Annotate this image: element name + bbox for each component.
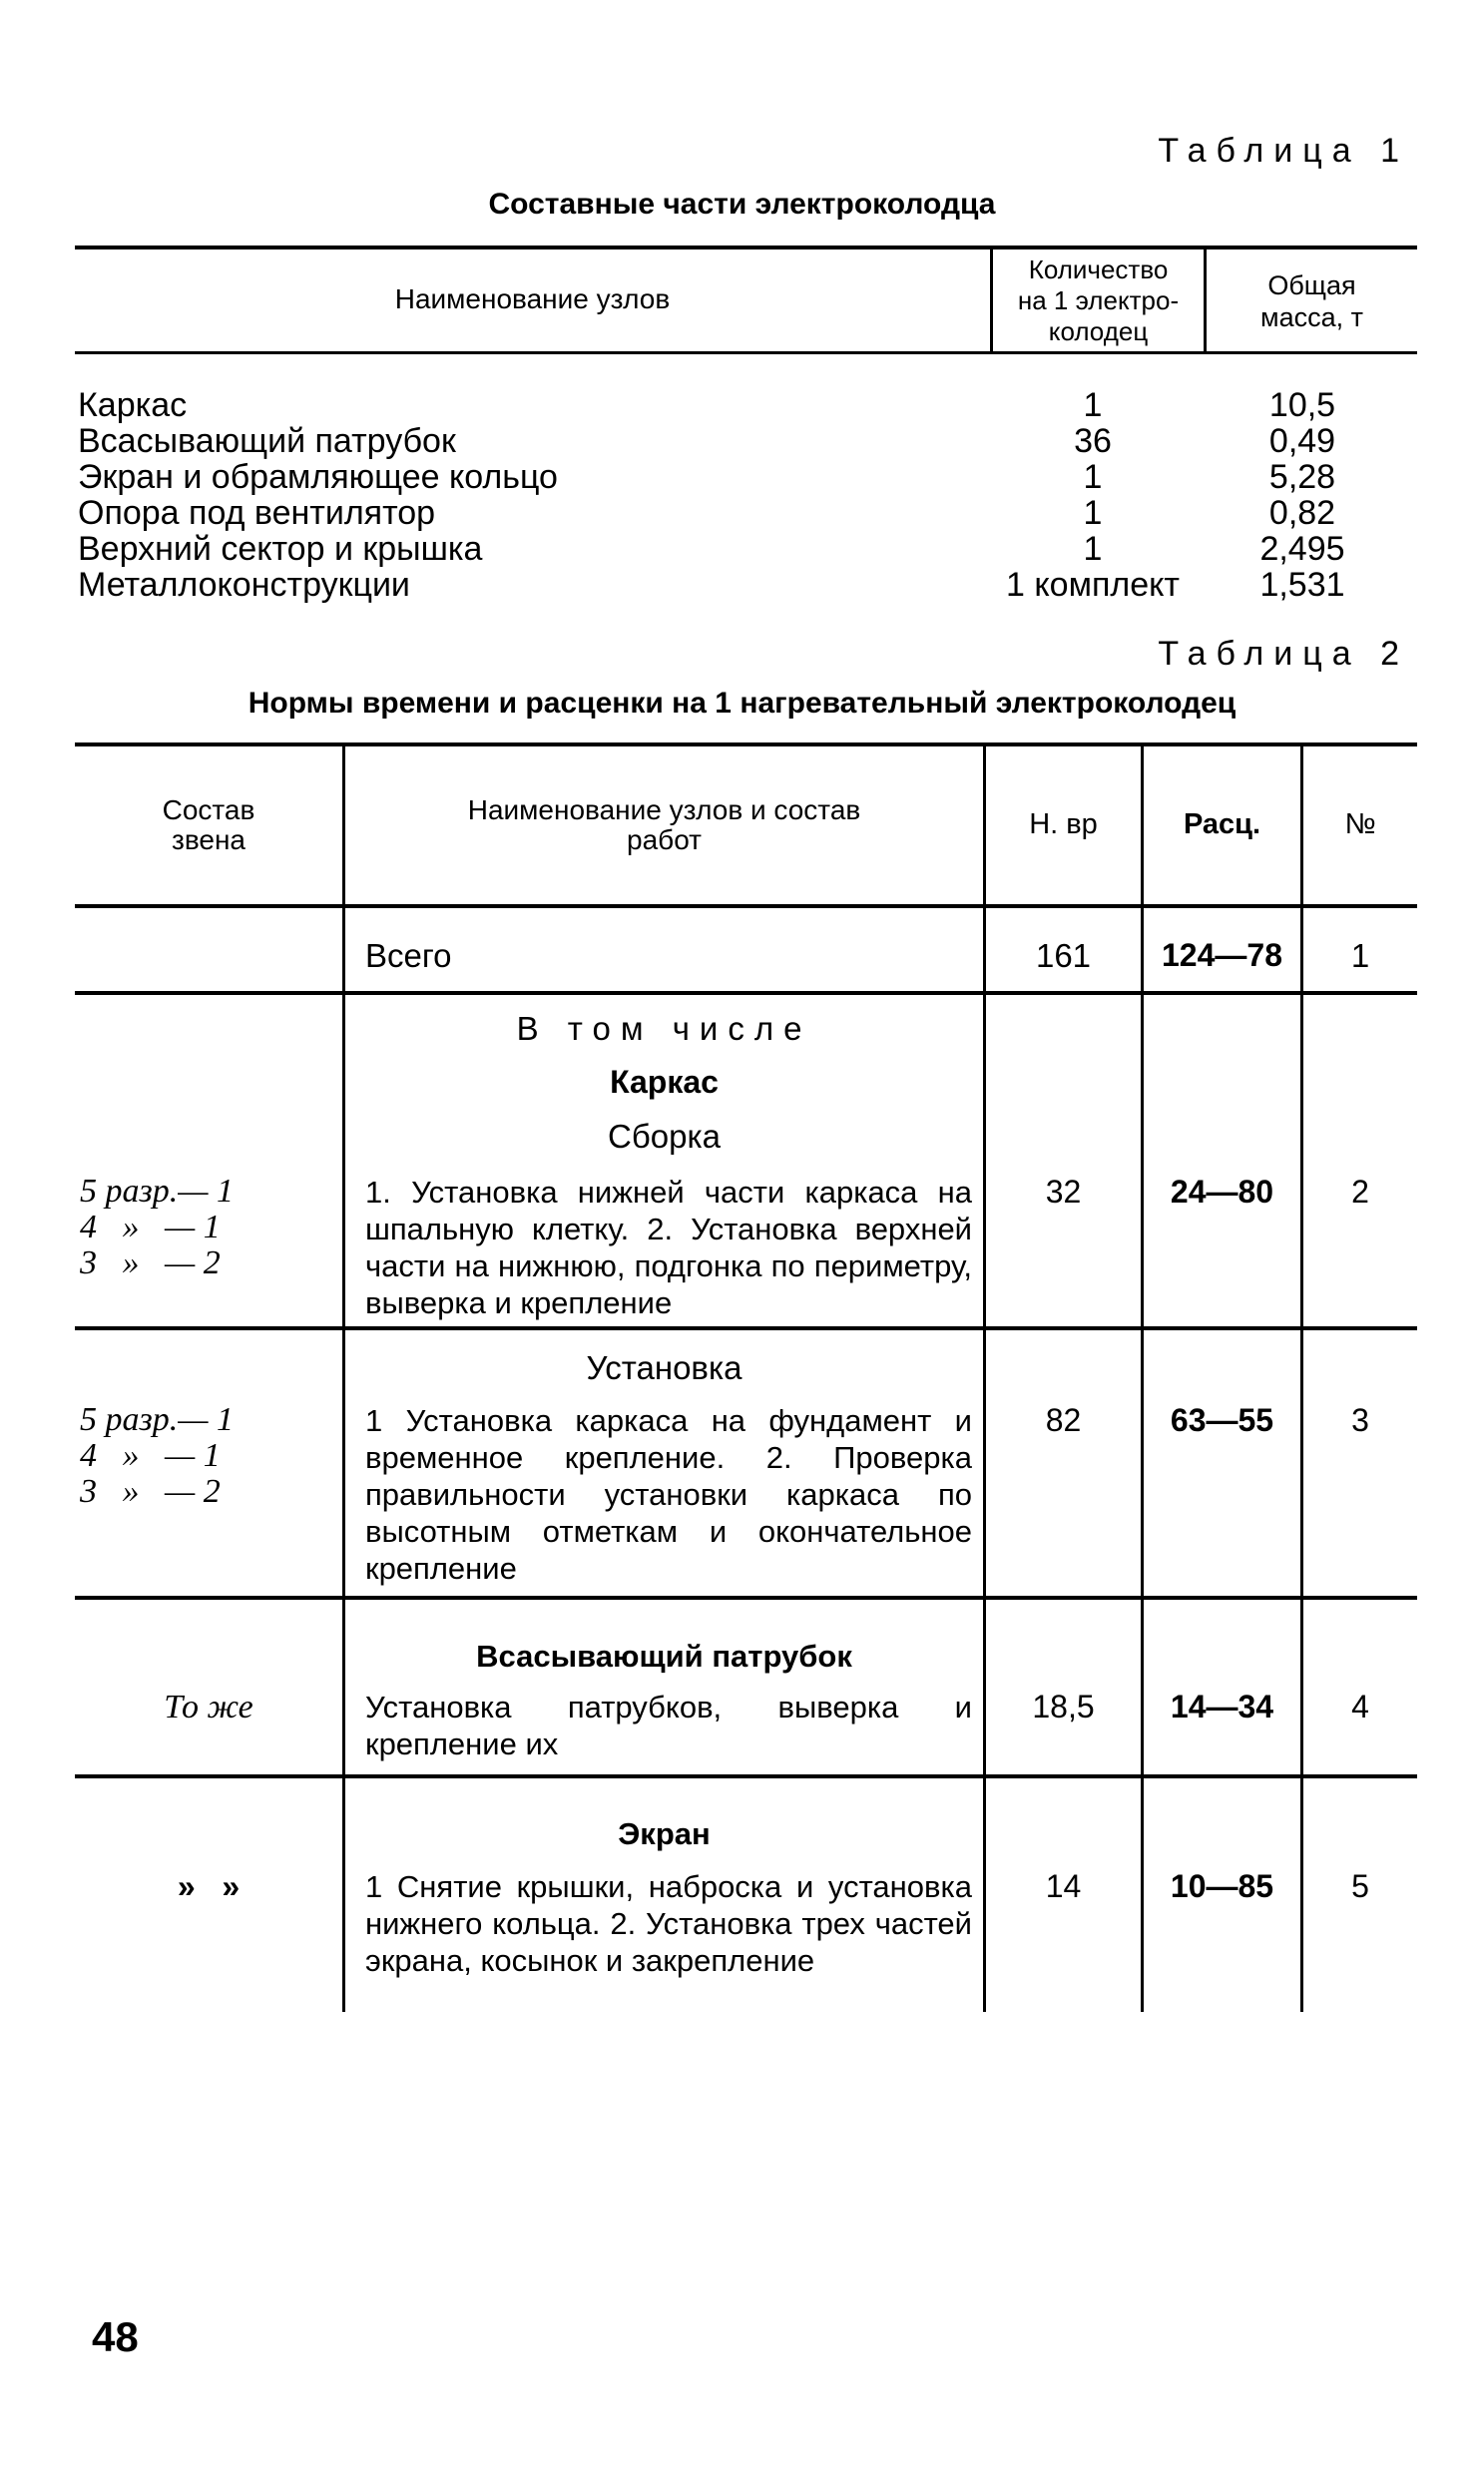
- table1-top-rule: [75, 246, 1417, 249]
- table2-caption: Таблица 2: [1158, 635, 1409, 673]
- table1-caption: Таблица 1: [1158, 132, 1409, 170]
- table2-header-name-line2: работ: [627, 824, 702, 855]
- table1-header-mass-line1: Общая: [1267, 270, 1356, 300]
- table2-row3-text: 1 Установка каркаса на фундамент и временное крепление. 2. Проверка правильности установки каркаса по высотным отметкам и окончательное крепление: [365, 1403, 972, 1586]
- page-number: 48: [92, 2313, 139, 2360]
- table1-row-name: Опора под вентилятор: [78, 494, 436, 532]
- table2-top-rule: [75, 742, 1417, 746]
- table2-header-nvr: Н. вр: [1029, 808, 1098, 840]
- table2-header-no: №: [1344, 808, 1376, 840]
- table2-col-divider-2: [983, 744, 986, 2012]
- table1-header-qty: [993, 254, 1204, 347]
- table2-row5-sostav: » »: [177, 1868, 241, 1904]
- table2-header-name-line1: Наименование узлов и состав: [467, 794, 861, 825]
- table2-row5-rasc: 10—85: [1170, 1868, 1274, 1904]
- table1-row-mass: 1,531: [1259, 566, 1345, 604]
- table1-row-name: Экран и обрамляющее кольцо: [78, 458, 558, 496]
- table2-row5-text: 1 Снятие крышки, наброска и установка нижнего кольца. 2. Установка трех частей экрана, косынок и закрепление: [365, 1869, 972, 1978]
- table2-row4-no: 4: [1351, 1689, 1369, 1725]
- table2-header-sostav-line1: Состав: [162, 794, 255, 825]
- table2-row2-rasc: 24—80: [1170, 1174, 1274, 1210]
- table2-row-rule: [75, 1774, 1417, 1778]
- table2-header-rasc: Расц.: [1183, 808, 1261, 840]
- table2-row2-sostav-line1: 5 разр.— 1: [80, 1173, 234, 1210]
- table1-row-mass: 2,495: [1259, 530, 1345, 568]
- table1-row-mass: 5,28: [1268, 458, 1336, 496]
- table2-col-divider-4: [1300, 744, 1303, 2012]
- table2-row2-text: 1. Установка нижней части каркаса на шпальную клетку. 2. Установка верхней части на нижнюю, подгонка по периметру, выверка и крепление: [365, 1175, 972, 1320]
- table1-header-qty-line1: Количество: [1028, 254, 1169, 284]
- table1-header-name: Наименование узлов: [394, 283, 671, 314]
- table2-row2-nvr: 32: [1045, 1174, 1082, 1210]
- table2-header-rule: [75, 904, 1417, 908]
- table1-header-qty-line2: на 1 электро-: [1017, 285, 1180, 315]
- table1-row-qty: 1 комплект: [1006, 566, 1180, 604]
- table2-row4-rasc: 14—34: [1170, 1689, 1274, 1725]
- table2-row3-sostav-line1: 5 разр.— 1: [80, 1401, 234, 1438]
- table1-header-rule: [75, 351, 1417, 354]
- table2-patrubok-heading: Всасывающий патрубок: [476, 1639, 852, 1674]
- table1-header-mass-line2: масса, т: [1260, 302, 1363, 332]
- table1-title: Составные части электроколодца: [488, 188, 996, 221]
- table1-row-qty: 36: [1074, 422, 1112, 460]
- table2-sborka-heading: Сборка: [608, 1118, 721, 1155]
- table2-row3-sostav-line2: 4 » — 1: [80, 1437, 221, 1474]
- table1-row-mass: 10,5: [1268, 386, 1336, 424]
- table2-row-rule: [75, 1326, 1417, 1330]
- table2-row5-nvr: 14: [1045, 1868, 1082, 1904]
- table1-header-qty-line3: колодец: [1048, 316, 1149, 346]
- table2-col-divider-3: [1141, 744, 1144, 2012]
- table2-row3-no: 3: [1351, 1402, 1369, 1438]
- table2-header-sostav-line2: звена: [171, 824, 246, 855]
- table2-total-nvr: 161: [1035, 937, 1092, 974]
- table2-total-rasc: 124—78: [1162, 937, 1282, 973]
- table2-row2-sostav-line3: 3 » — 2: [80, 1244, 221, 1281]
- table1-row-name: Всасывающий патрубок: [78, 422, 456, 460]
- table2-row2-no: 2: [1351, 1174, 1369, 1210]
- table2-row4-sostav: То же: [164, 1689, 253, 1726]
- table1-header-mass: [1207, 269, 1417, 333]
- table2-row3-sostav-line3: 3 » — 2: [80, 1473, 221, 1510]
- table2-row3-rasc: 63—55: [1170, 1402, 1274, 1438]
- table2-ustanovka-heading: Установка: [586, 1349, 742, 1386]
- table1-row-mass: 0,49: [1268, 422, 1336, 460]
- table2-karkas-heading: Каркас: [610, 1064, 719, 1100]
- table1-row-qty: 1: [1083, 386, 1103, 424]
- table2-vtom-heading: В том числе: [516, 1010, 812, 1047]
- table2-row-rule: [75, 991, 1417, 995]
- table2-total-no: 1: [1350, 937, 1370, 974]
- table2-row4-text: Установка патрубков, выверка и крепление их: [365, 1690, 972, 1761]
- table1-row-name: Верхний сектор и крышка: [78, 530, 483, 568]
- table2-title: Нормы времени и расценки на 1 нагревательный электроколодец: [247, 687, 1237, 720]
- table2-total-label: Всего: [365, 937, 452, 974]
- table1-row-qty: 1: [1083, 494, 1103, 532]
- table1-row-qty: 1: [1083, 458, 1103, 496]
- table2-row3-sostav: [80, 1402, 329, 1510]
- table2-ekran-heading: Экран: [618, 1816, 711, 1851]
- table2-header-name: [345, 795, 983, 855]
- table2-row3-nvr: 82: [1045, 1402, 1082, 1438]
- table1-row-name: Каркас: [78, 386, 188, 424]
- table1-row-mass: 0,82: [1268, 494, 1336, 532]
- table1-row-name: Металлоконструкции: [78, 566, 410, 604]
- table2-row5-no: 5: [1351, 1868, 1369, 1904]
- table2-row4-nvr: 18,5: [1032, 1689, 1095, 1725]
- table2-row2-sostav: [80, 1174, 329, 1281]
- table2-row-rule: [75, 1596, 1417, 1600]
- table2-header-sostav: [75, 795, 342, 855]
- table2-row2-sostav-line2: 4 » — 1: [80, 1209, 221, 1245]
- table1-row-qty: 1: [1083, 530, 1103, 568]
